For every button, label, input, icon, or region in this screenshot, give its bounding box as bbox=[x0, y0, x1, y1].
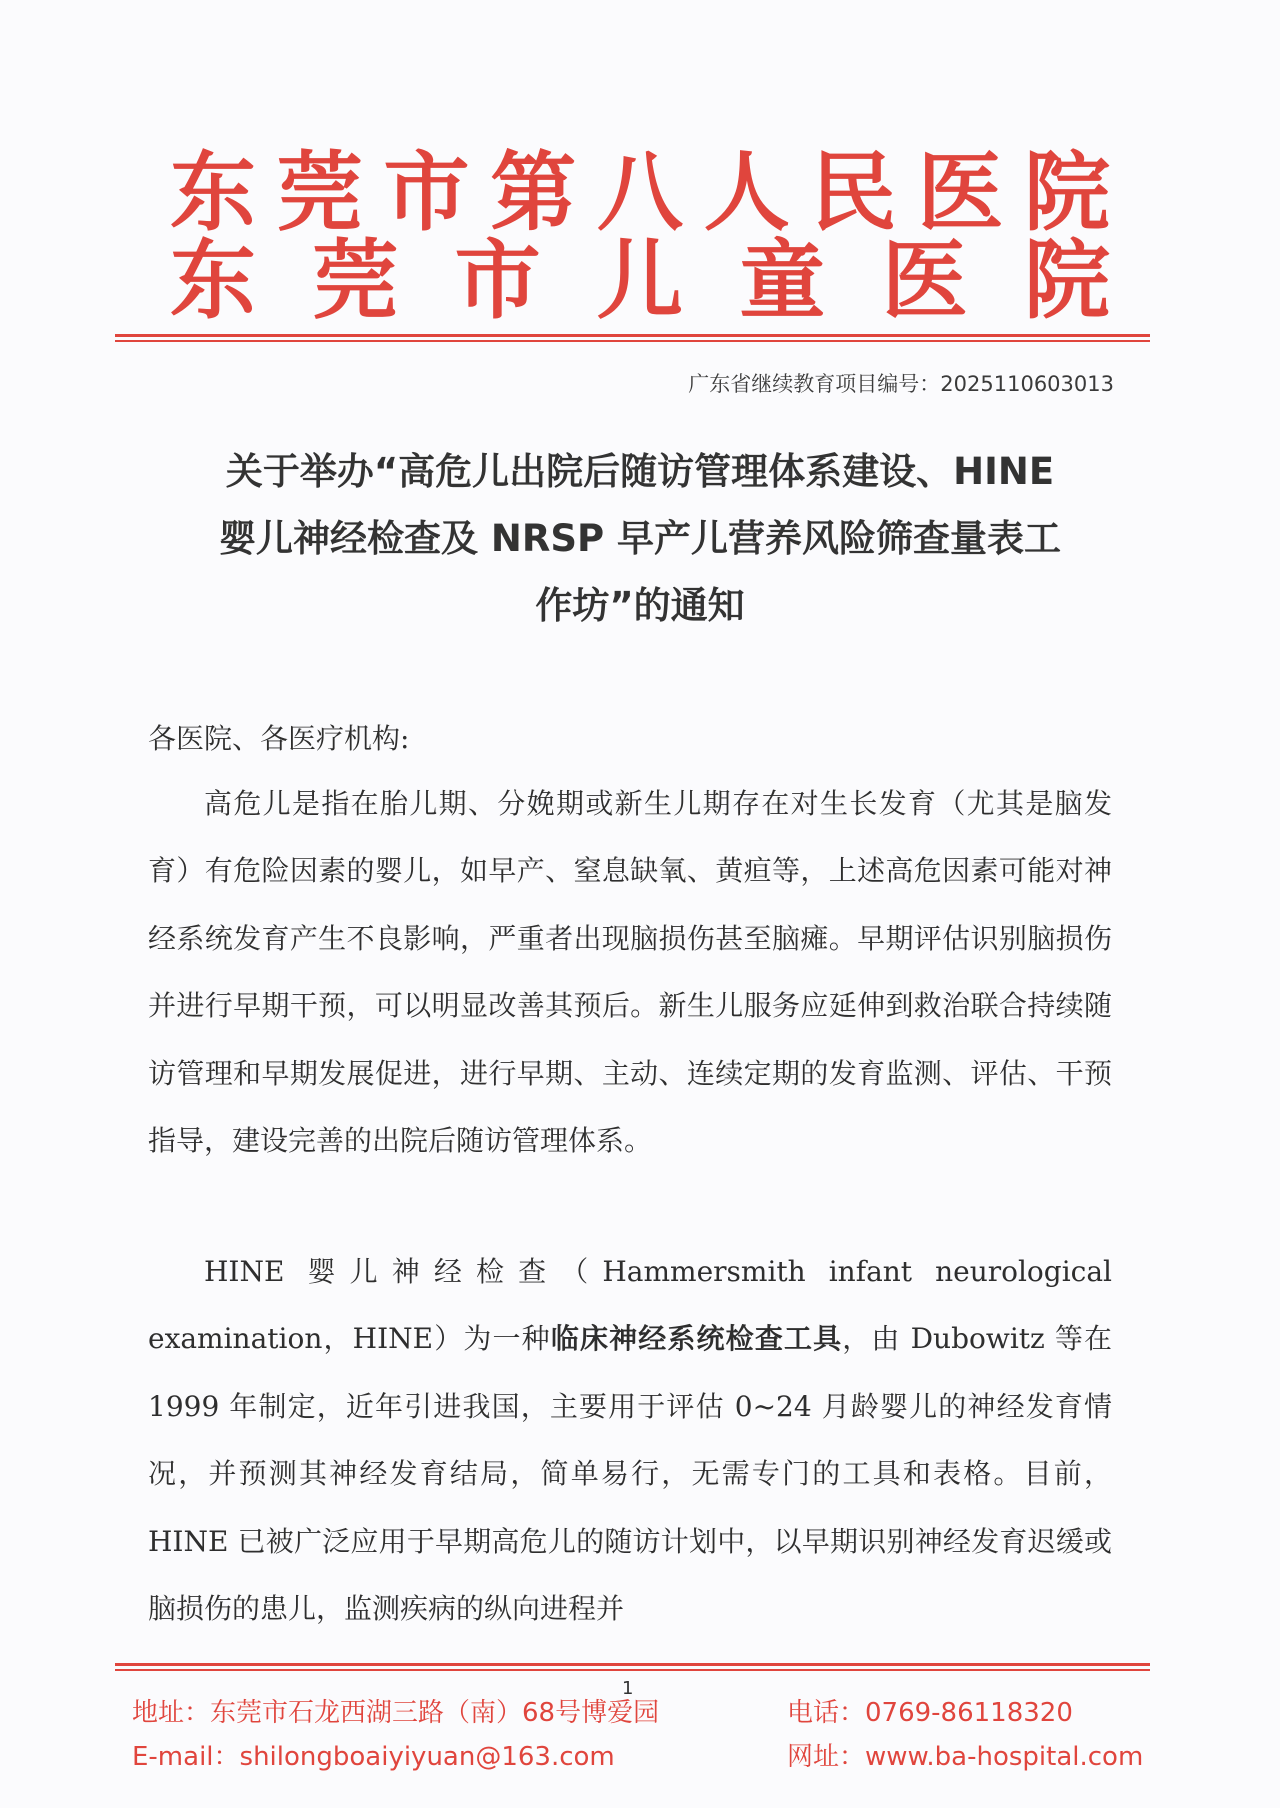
footer-phone: 电话：0769-86118320 bbox=[787, 1698, 1073, 1728]
hospital-name-char: 第 bbox=[490, 142, 577, 243]
paragraph-2-end: ，由 Dubowitz 等在 1999 年制定，近年引进我国，主要用于评估 0~24 月龄婴儿的神经发育情况，并预测其神经发育结局，简单易行，无需专门的工具和表格。目前，HINE 已被广泛应用于早期高危儿的随访计划中，以早期识别神经发育迟缓或脑损伤的患儿，监测疾病的纵向进程并 bbox=[148, 1322, 1112, 1626]
hospital-name-char: 医 bbox=[917, 142, 1004, 243]
paragraph-1: 高危儿是指在胎儿期、分娩期或新生儿期存在对生长发育（尤其是脑发育）有危险因素的婴儿，如早产、窒息缺氧、黄疸等，上述高危因素可能对神经系统发育产生不良影响，严重者出现脑损伤甚至脑瘫。早期评估识别脑损伤并进行早期干预，可以明显改善其预后。新生儿服务应延伸到救治联合持续随访管理和早期发展促进，进行早期、主动、连续定期的发育监测、评估、干预指导，建设完善的出院后随访管理体系。 bbox=[148, 787, 1112, 1158]
paragraph-2-start: HINE 婴儿神经检查（Hammersmith infant neurological examination，HINE）为一种 bbox=[148, 1255, 1112, 1356]
title-line: 关于举办“高危儿出院后随访管理体系建设、HINE bbox=[225, 450, 1055, 493]
header-divider bbox=[115, 334, 1150, 337]
hospital-name-char: 市 bbox=[454, 230, 541, 331]
hospital-name-char: 市 bbox=[383, 142, 470, 243]
hospital-name-char: 莞 bbox=[312, 230, 399, 331]
title-line: 婴儿神经检查及 NRSP 早产儿营养风险筛查量表工 bbox=[219, 517, 1061, 560]
paragraph-2 bbox=[148, 1238, 1112, 1642]
header-divider bbox=[115, 340, 1150, 342]
page-number: 1 bbox=[622, 1678, 634, 1699]
hospital-name-char: 莞 bbox=[276, 142, 363, 243]
hospital-name-line-1 bbox=[170, 142, 1110, 243]
hospital-name-char: 童 bbox=[739, 230, 826, 331]
paragraph-2-emphasis: 临床神经系统检查工具 bbox=[550, 1322, 843, 1356]
hospital-name-char: 医 bbox=[881, 230, 968, 331]
notice-title bbox=[140, 438, 1140, 639]
title-line: 作坊”的通知 bbox=[535, 584, 745, 627]
footer-website[interactable]: 网址：www.ba-hospital.com bbox=[787, 1742, 1144, 1772]
hospital-name-char: 儿 bbox=[596, 230, 683, 331]
hospital-name-char: 八 bbox=[597, 142, 683, 243]
hospital-name-char: 民 bbox=[810, 142, 897, 243]
salutation: 各医院、各医疗机构: bbox=[148, 722, 410, 755]
hospital-name-char: 院 bbox=[1024, 142, 1110, 243]
hospital-name-char: 院 bbox=[1023, 230, 1110, 331]
footer-divider bbox=[115, 1663, 1150, 1666]
hospital-name-line-2 bbox=[170, 230, 1110, 331]
footer-address: 地址：东莞市石龙西湖三路（南）68号博爱园 bbox=[132, 1698, 660, 1728]
hospital-name-char: 东 bbox=[170, 142, 256, 243]
footer-divider bbox=[115, 1669, 1150, 1671]
project-number: 广东省继续教育项目编号：2025110603013 bbox=[688, 372, 1114, 396]
hospital-name-char: 人 bbox=[703, 142, 790, 243]
footer-email[interactable]: E-mail：shilongboaiyiyuan@163.com bbox=[132, 1742, 615, 1772]
hospital-name-char: 东 bbox=[170, 230, 256, 331]
